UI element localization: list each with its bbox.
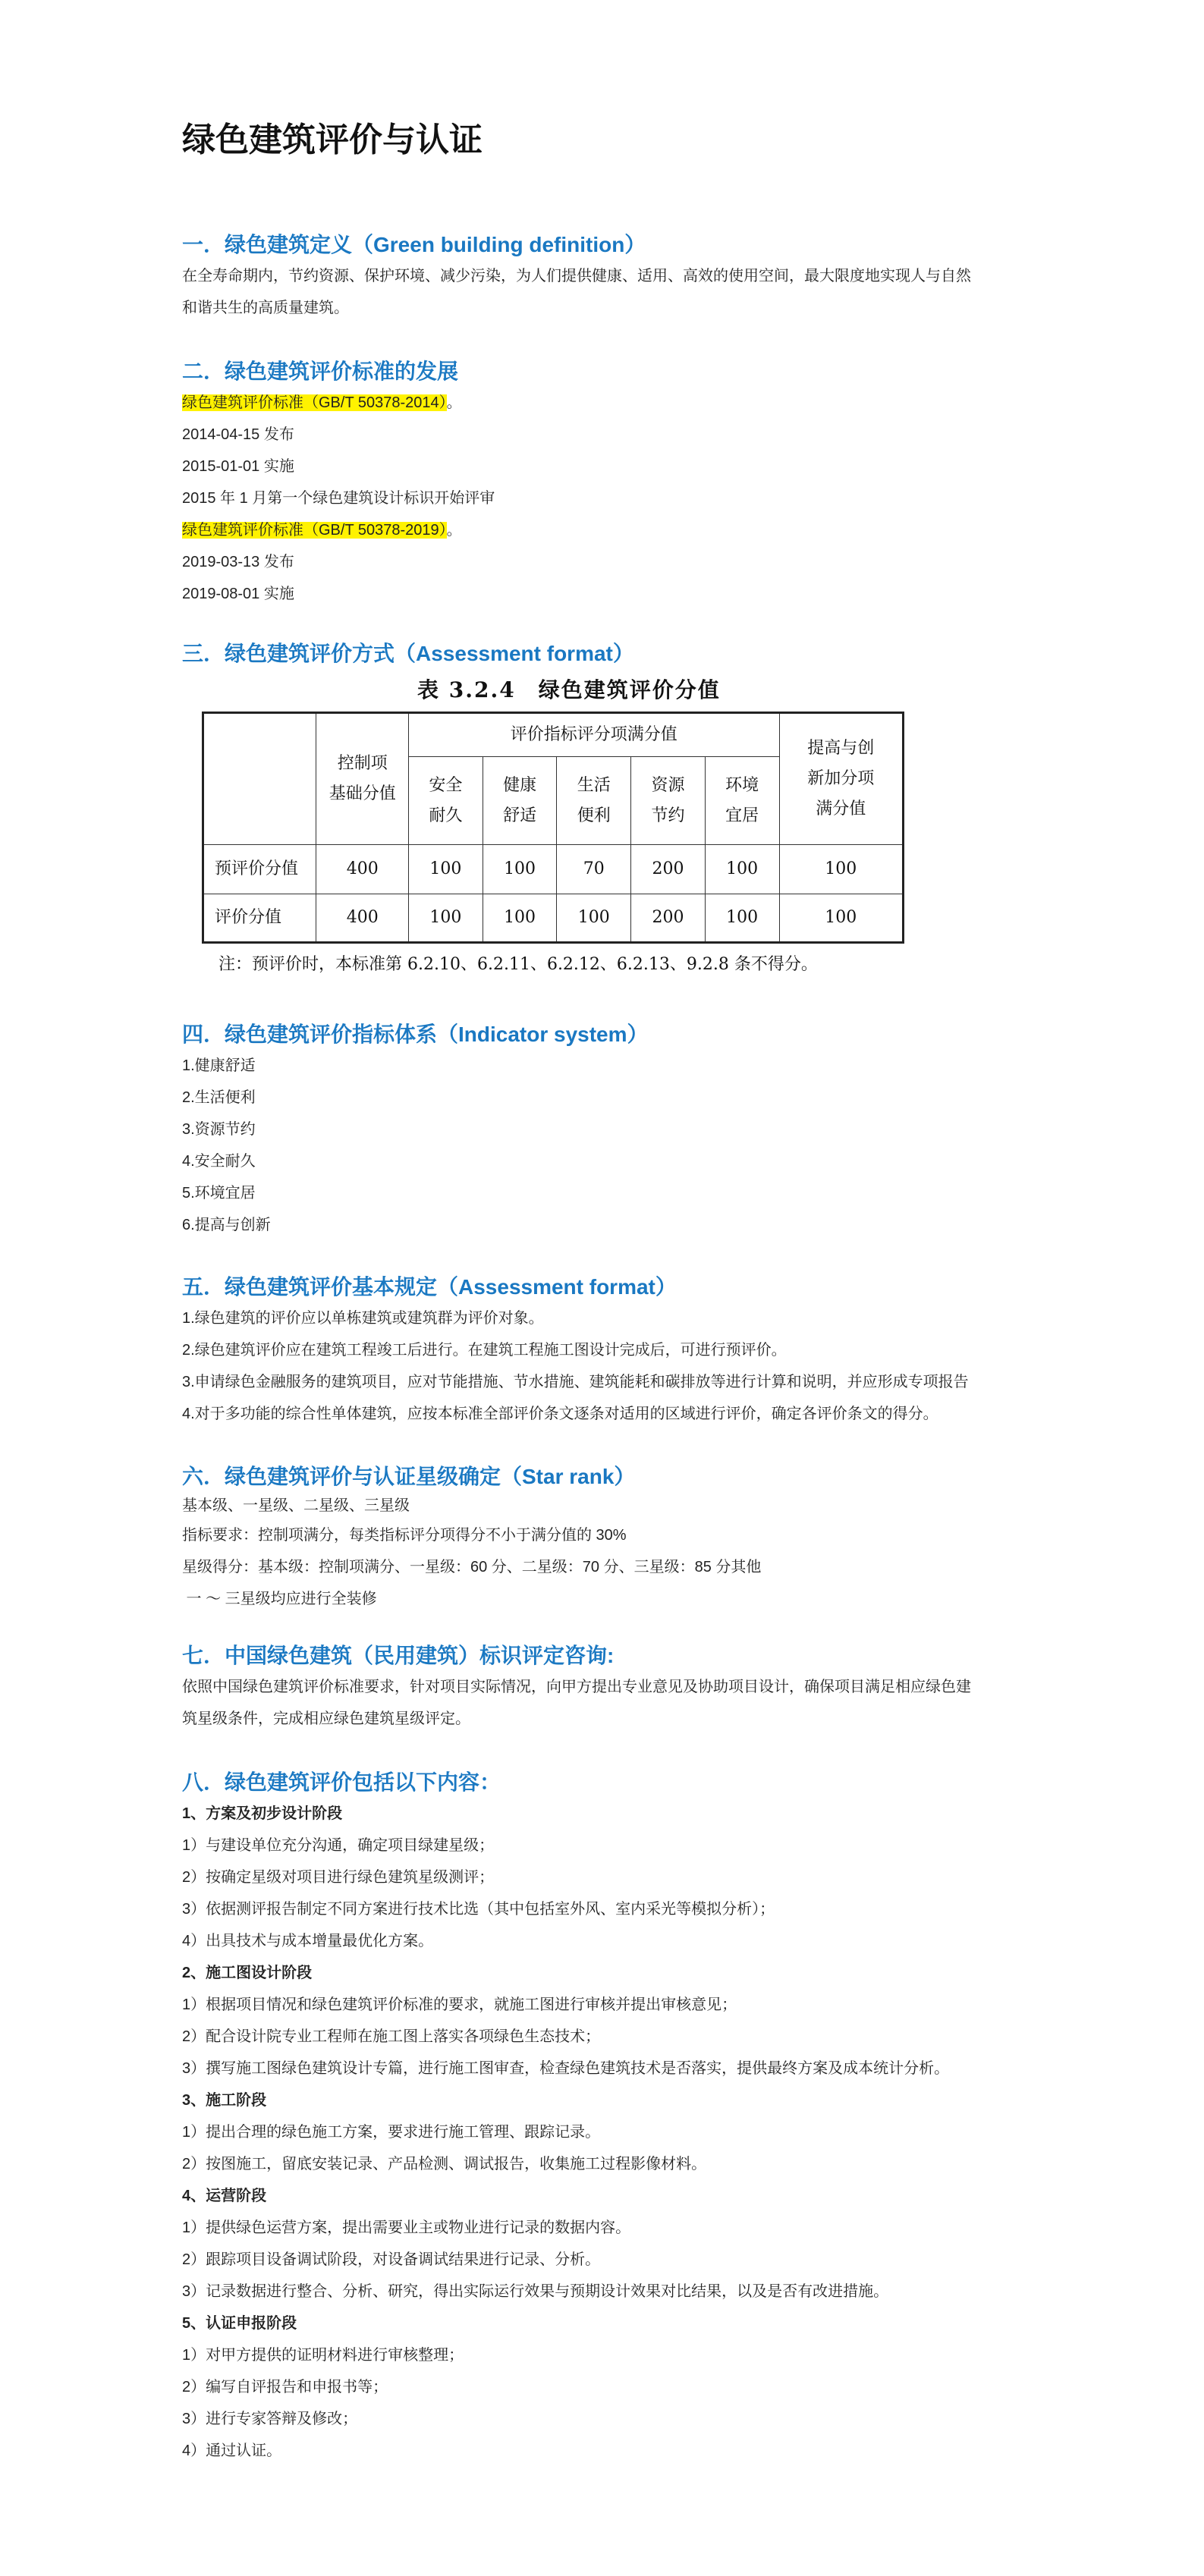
header-sub-indicator: 生活 便利	[557, 757, 631, 845]
header-sub-indicator: 资源 节约	[631, 757, 706, 845]
section-basic-rules	[182, 1272, 1024, 1430]
page-title: 绿色建筑评价与认证	[182, 121, 483, 159]
header-sub-indicator: 健康 舒适	[483, 757, 557, 845]
section-heading: 一．绿色建筑定义（Green building definition）	[182, 233, 646, 256]
header-bonus-score: 提高与创 新加分项 满分值	[779, 713, 903, 845]
date-line: 2015-01-01 实施	[182, 458, 294, 475]
list-item: 1）提供绿色运营方案，提出需要业主或物业进行记录的数据内容。	[182, 2219, 631, 2236]
paragraph-line: 筑星级条件，完成相应绿色建筑星级评定。	[182, 1711, 470, 1727]
score-table	[202, 712, 904, 944]
table-cell: 100	[705, 894, 779, 942]
list-item: 6.提高与创新	[182, 1217, 271, 1233]
highlighted-standard: 绿色建筑评价标准（GB/T 50378-2014）	[182, 394, 447, 411]
list-item: 1）与建设单位充分沟通，确定项目绿建星级；	[182, 1837, 495, 1854]
table-cell: 400	[316, 894, 409, 942]
list-item: 3.申请绿色金融服务的建筑项目，应对节能措施、节水措施、建筑能耗和碳排放等进行计算和说明，并应形成专项报告	[182, 1374, 969, 1390]
paragraph-line: 依照中国绿色建筑评价标准要求，针对项目实际情况，向甲方提出专业意见及协助项目设计，确保项目满足相应绿色建	[182, 1679, 971, 1695]
info-line: 2015 年 1 月第一个绿色建筑设计标识开始评审	[182, 490, 495, 507]
list-item: 2）跟踪项目设备调试阶段，对设备调试结果进行记录、分析。	[182, 2251, 601, 2268]
list-item: 2）按图施工，留底安装记录、产品检测、调试报告，收集施工过程影像材料。	[182, 2156, 707, 2172]
table-cell: 200	[631, 894, 706, 942]
list-item: 3）进行专家答辩及修改；	[182, 2411, 358, 2427]
list-item: 2）配合设计院专业工程师在施工图上落实各项绿色生态技术；	[182, 2028, 601, 2045]
section-definition	[182, 230, 1024, 324]
list-item: 2.绿色建筑评价应在建筑工程竣工后进行。在建筑工程施工图设计完成后，可进行预评价。	[182, 1342, 787, 1359]
header-indicator-group: 评价指标评分项满分值	[409, 713, 780, 757]
standard-line	[182, 387, 1024, 419]
list-item: 4.对于多功能的综合性单体建筑，应按本标准全部评价条文逐条对适用的区域进行评价，确定各评价条文的得分。	[182, 1406, 938, 1422]
table-cell: 100	[779, 845, 903, 894]
paragraph-line: 在全寿命期内，节约资源、保护环境、减少污染，为人们提供健康、适用、高效的使用空间，最大限度地实现人与自然	[182, 268, 971, 284]
table-note: 注：预评价时，本标准第 6.2.10、6.2.11、6.2.12、6.2.13、9.2.8 条不得分。	[218, 955, 818, 974]
highlighted-standard: 绿色建筑评价标准（GB/T 50378-2019）	[182, 522, 447, 539]
section-contents	[182, 1767, 1024, 2467]
standard-suffix: 。	[446, 394, 462, 411]
list-item: 一 ～ 三星级均应进行全装修	[182, 1591, 377, 1607]
list-item: 2）按确定星级对项目进行绿色建筑星级测评；	[182, 1869, 495, 1886]
section-heading: 六．绿色建筑评价与认证星级确定（Star rank）	[182, 1465, 636, 1488]
table-cell: 70	[557, 845, 631, 894]
header-sub-indicator: 安全 耐久	[409, 757, 483, 845]
section-heading: 三．绿色建筑评价方式（Assessment format）	[182, 642, 634, 665]
list-item: 3）记录数据进行整合、分析、研究，得出实际运行效果与预期设计效果对比结果，以及是否有改进措施。	[182, 2283, 889, 2300]
section-heading: 八．绿色建筑评价包括以下内容：	[182, 1770, 501, 1794]
table-cell: 100	[483, 845, 557, 894]
section-heading: 七．中国绿色建筑（民用建筑）标识评定咨询:	[182, 1644, 615, 1667]
stage-title: 2、施工图设计阶段	[182, 1965, 313, 1981]
list-item: 1.绿色建筑的评价应以单栋建筑或建筑群为评价对象。	[182, 1310, 544, 1327]
table-cell: 100	[409, 845, 483, 894]
table-cell: 400	[316, 845, 409, 894]
list-item: 1）根据项目情况和绿色建筑评价标准的要求，就施工图进行审核并提出审核意见；	[182, 1996, 737, 2013]
list-item: 3）撰写施工图绿色建筑设计专篇，进行施工图审查，检查绿色建筑技术是否落实，提供最终方案及成本统计分析。	[182, 2060, 950, 2077]
list-item: 5.环境宜居	[182, 1185, 256, 1202]
standard-line	[182, 514, 1024, 546]
section-heading: 五．绿色建筑评价基本规定（Assessment format）	[182, 1275, 677, 1299]
table-cell: 100	[779, 894, 903, 942]
stage-title: 1、方案及初步设计阶段	[182, 1805, 343, 1822]
table-caption: 表 3.2.4 绿色建筑评价分值	[417, 677, 721, 702]
table-cell: 100	[557, 894, 631, 942]
table-row	[203, 894, 904, 942]
table-cell: 200	[631, 845, 706, 894]
list-item: 3.资源节约	[182, 1121, 256, 1138]
paragraph-line: 和谐共生的高质量建筑。	[182, 300, 349, 316]
list-item: 4）通过认证。	[182, 2442, 282, 2459]
section-assessment-format	[182, 639, 1024, 669]
date-line: 2019-03-13 发布	[182, 554, 294, 570]
list-item: 基本级、一星级、二星级、三星级	[182, 1497, 410, 1514]
standard-suffix: 。	[446, 522, 462, 539]
header-sub-indicator: 环境 宜居	[705, 757, 779, 845]
section-heading: 二．绿色建筑评价标准的发展	[182, 360, 459, 383]
date-line: 2014-04-15 发布	[182, 426, 294, 443]
header-control-score: 控制项 基础分值	[316, 713, 409, 845]
section-indicator-system	[182, 1019, 1024, 1241]
date-line: 2019-08-01 实施	[182, 586, 294, 602]
list-item: 星级得分：基本级：控制项满分、一星级：60 分、二星级：70 分、三星级：85 分其他	[182, 1559, 762, 1575]
table-cell: 100	[483, 894, 557, 942]
section-star-rank	[182, 1462, 1024, 1615]
list-item: 2.生活便利	[182, 1089, 256, 1106]
row-label: 预评价分值	[203, 845, 316, 894]
list-item: 1）对甲方提供的证明材料进行审核整理；	[182, 2347, 464, 2364]
table-corner-cell	[203, 713, 316, 845]
list-item: 3）依据测评报告制定不同方案进行技术比选（其中包括室外风、室内采光等模拟分析）；	[182, 1901, 775, 1918]
table-row	[203, 845, 904, 894]
list-item: 指标要求：控制项满分，每类指标评分项得分不小于满分值的 30%	[182, 1527, 627, 1544]
section-standard-development	[182, 357, 1024, 610]
list-item: 1）提出合理的绿色施工方案，要求进行施工管理、跟踪记录。	[182, 2124, 601, 2141]
row-label: 评价分值	[203, 894, 316, 942]
stage-title: 4、运营阶段	[182, 2188, 267, 2204]
stage-title: 3、施工阶段	[182, 2092, 267, 2109]
section-heading: 四．绿色建筑评价指标体系（Indicator system）	[182, 1023, 649, 1046]
section-consulting	[182, 1641, 1024, 1735]
list-item: 2）编写自评报告和申报书等；	[182, 2379, 388, 2395]
table-cell: 100	[409, 894, 483, 942]
list-item: 4.安全耐久	[182, 1153, 256, 1170]
list-item: 4）出具技术与成本增量最优化方案。	[182, 1933, 434, 1949]
list-item: 1.健康舒适	[182, 1057, 256, 1074]
stage-title: 5、认证申报阶段	[182, 2315, 297, 2332]
table-cell: 100	[705, 845, 779, 894]
